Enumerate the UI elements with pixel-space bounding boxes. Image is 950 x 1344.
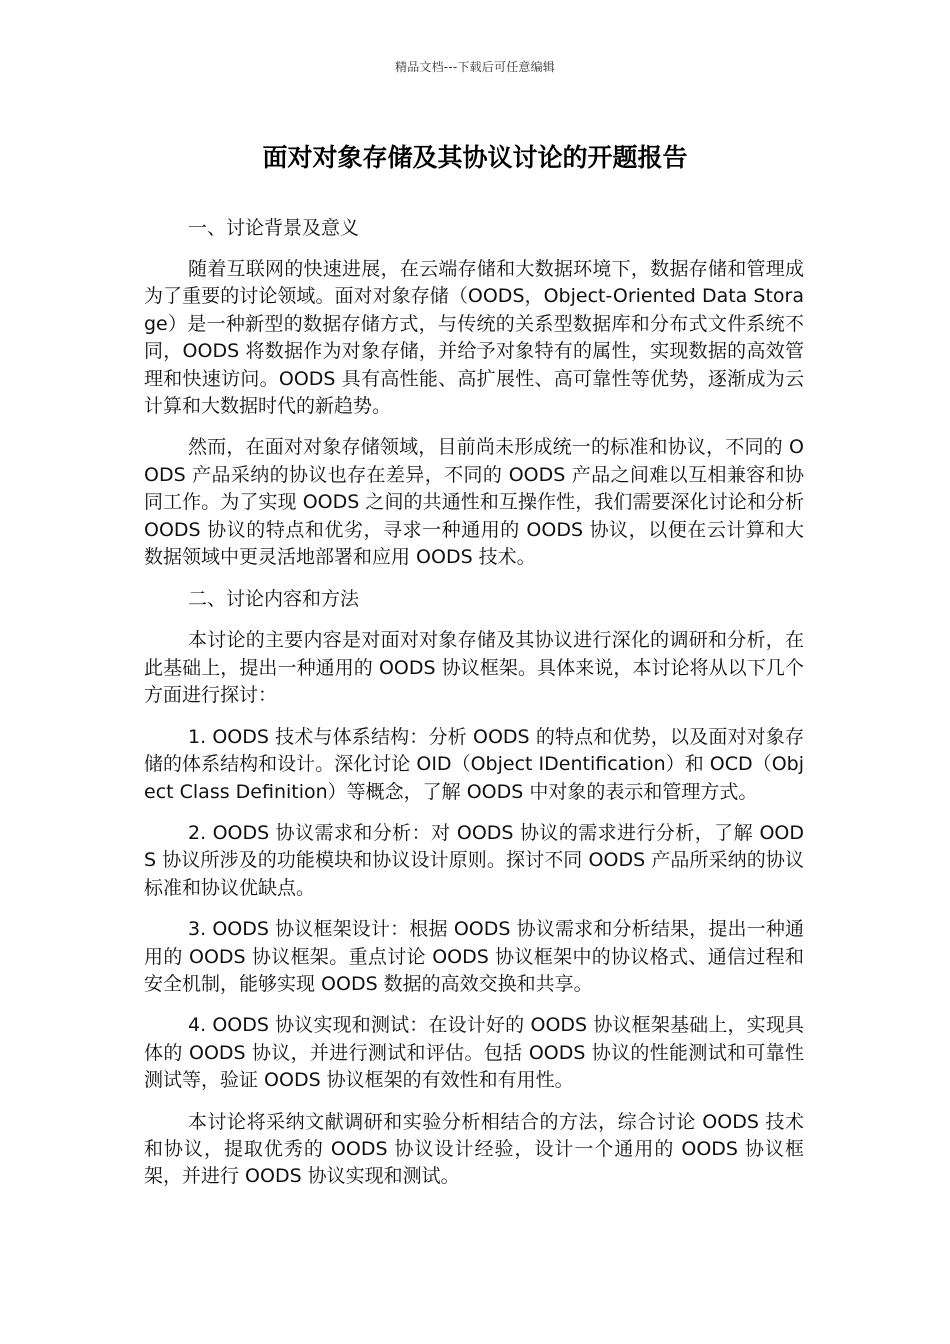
section-heading-background: 一、讨论背景及意义 (188, 217, 360, 239)
list-item-paragraph: 2. OODS 协议需求和分析：对 OODS 协议的需求进行分析，了解 OODS 协议所涉及的功能模块和协议设计原则。探讨不同 OODS 产品所采纳的协议标准和协议优缺点。 (144, 821, 804, 899)
list-item-paragraph: 4. OODS 协议实现和测试：在设计好的 OODS 协议框架基础上，实现具体的 OODS 协议，并进行测试和评估。包括 OODS 协议的性能测试和可靠性测试等，验证 OODS 协议框架的有效性和有用性。 (144, 1014, 804, 1092)
paragraph: 本讨论将采纳文献调研和实验分析相结合的方法，综合讨论 OODS 技术和协议，提取优秀的 OODS 协议设计经验，设计一个通用的 OODS 协议框架，并进行 OODS 协议实现和测试。 (144, 1110, 804, 1188)
paragraph: 然而，在面对对象存储领域，目前尚未形成统一的标准和协议，不同的 OODS 产品采纳的协议也存在差异，不同的 OODS 产品之间难以互相兼容和协同工作。为了实现 OODS 之间的共通性和互操作性，我们需要深化讨论和分析 OODS 协议的特点和优劣，寻求一种通用的 OODS 协议，以便在云计算和大数据领域中更灵活地部署和应用 OODS 技术。 (144, 436, 804, 569)
list-item-paragraph: 1. OODS 技术与体系结构：分析 OODS 的特点和优势，以及面对对象存储的体系结构和设计。深化讨论 OID（Object IDentification）和 OCD（Object Class Definition）等概念，了解 OODS 中对象的表示和管理方式。 (144, 725, 804, 803)
paragraph: 本讨论的主要内容是对面对对象存储及其协议进行深化的调研和分析，在此基础上，提出一种通用的 OODS 协议框架。具体来说，本讨论将从以下几个方面进行探讨： (144, 629, 804, 707)
document-body (144, 214, 804, 1205)
list-item-paragraph: 3. OODS 协议框架设计：根据 OODS 协议需求和分析结果，提出一种通用的 OODS 协议框架。重点讨论 OODS 协议框架中的协议格式、通信过程和安全机制，能够实现 OODS 数据的高效交换和共享。 (144, 918, 804, 995)
page-header-note: 精品文档---下载后可任意编辑 (395, 60, 555, 74)
paragraph: 随着互联网的快速进展，在云端存储和大数据环境下，数据存储和管理成为了重要的讨论领域。面对对象存储（OODS，Object-Oriented Data Storage）是一种新型的数据存储方式，与传统的关系型数据库和分布式文件系统不同，OODS 将数据作为对象存储，并给予对象特有的属性，实现数据的高效管理和快速访问。OODS 具有高性能、高扩展性、高可靠性等优势，逐渐成为云计算和大数据时代的新趋势。 (144, 258, 804, 418)
document-title: 面对对象存储及其协议讨论的开题报告 (262, 143, 688, 172)
section-heading-content-methods: 二、讨论内容和方法 (188, 588, 360, 611)
